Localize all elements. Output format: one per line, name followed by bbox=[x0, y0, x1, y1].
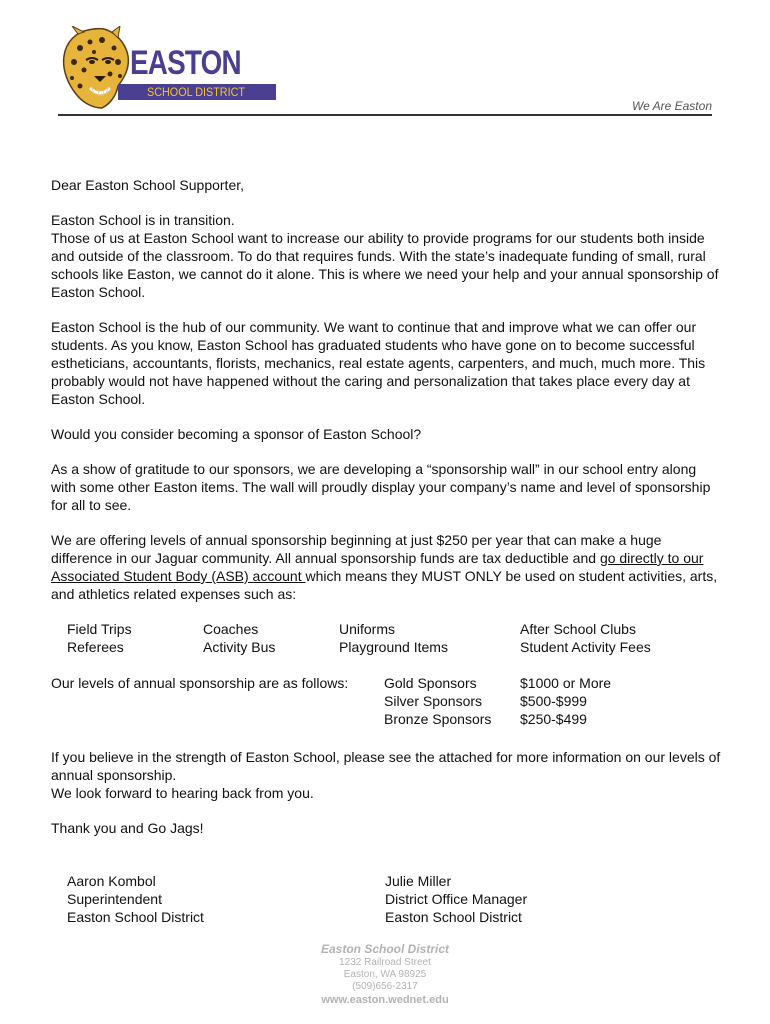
level-name: Gold Sponsors bbox=[384, 675, 477, 691]
paragraph-levels-offer bbox=[51, 531, 721, 603]
expense-item: After School Clubs bbox=[520, 621, 636, 637]
footer-district-name: Easton School District bbox=[320, 942, 450, 956]
look-forward-text: We look forward to hearing back from you. bbox=[51, 785, 314, 801]
expense-items bbox=[51, 620, 721, 656]
asb-account-text: go directly to our Associated Student Body (ASB) account bbox=[51, 550, 704, 584]
signer-title: Superintendent bbox=[67, 891, 162, 907]
signer-name: Aaron Kombol bbox=[67, 873, 156, 889]
expense-item: Uniforms bbox=[339, 621, 396, 637]
district-logo bbox=[58, 26, 246, 110]
footer-phone: (509)656-2317 bbox=[352, 981, 418, 992]
offer-text-start: We are offering levels of annual sponsorship beginning at just $250 per year that can make a huge difference in our Jaguar community. All annual sponsorship funds are tax deductible and bbox=[51, 532, 662, 566]
levels-intro: Our levels of annual sponsorship are as follows: bbox=[51, 675, 349, 691]
expense-item: Student Activity Fees bbox=[520, 639, 651, 655]
paragraph-sponsorship-wall: As a show of gratitude to our sponsors, we are developing a “sponsorship wall” in our school entry along with some other Easton items. The wall will proudly display your company’s name and level of sponsorship for all to see. bbox=[51, 461, 711, 513]
letter-body bbox=[51, 176, 721, 837]
letterhead-footer bbox=[0, 942, 770, 1007]
signer-title: District Office Manager bbox=[385, 891, 528, 907]
offer-text-end: which means they MUST ONLY be used on student activities, arts, and athletics related expenses such as: bbox=[51, 568, 718, 602]
sponsorship-levels bbox=[51, 674, 721, 728]
logo-wordmark: EASTON bbox=[130, 44, 241, 82]
tagline: We Are Easton bbox=[631, 99, 712, 113]
attached-text: If you believe in the strength of Easton School, please see the attached for more information on our levels of annual sponsorship. bbox=[51, 749, 721, 783]
paragraph-attached bbox=[51, 748, 721, 802]
footer-city: Easton, WA 98925 bbox=[343, 969, 427, 980]
paragraph-hub: Easton School is the hub of our community. We want to continue that and improve what we can offer our students. As you know, Easton School has graduated students who have gone on to become successful estheticians, accountants, florists, mechanics, real estate agents, carpenters, and much, much more. This probably would not have happened without the caring and personalization that takes place every day at Easton School. bbox=[51, 319, 706, 407]
signer-org: Easton School District bbox=[385, 909, 522, 925]
signer-name: Julie Miller bbox=[385, 873, 452, 889]
expense-item: Activity Bus bbox=[203, 639, 276, 655]
level-amount: $250-$499 bbox=[520, 711, 587, 727]
signature-office-manager bbox=[385, 872, 527, 926]
signer-org: Easton School District bbox=[67, 909, 204, 925]
paragraph-transition bbox=[51, 211, 721, 301]
level-amount: $1000 or More bbox=[520, 675, 612, 691]
level-amount: $500-$999 bbox=[520, 693, 587, 709]
paragraph-question: Would you consider becoming a sponsor of Easton School? bbox=[51, 426, 422, 442]
footer-website: www.easton.wednet.edu bbox=[321, 994, 449, 1006]
transition-body: Those of us at Easton School want to increase our ability to provide programs for our students both inside and outside of the classroom. To do that requires funds. With the state’s inadequate funding of small, rural schools like Easton, we cannot do it alone. This is where we need your help and your annual sponsorship of Easton School. bbox=[51, 230, 719, 300]
expense-item: Playground Items bbox=[339, 639, 448, 655]
header-rule bbox=[58, 114, 712, 116]
logo-subtitle: SCHOOL DISTRICT bbox=[146, 85, 246, 99]
signature-superintendent bbox=[67, 872, 204, 926]
level-name: Silver Sponsors bbox=[384, 693, 483, 709]
transition-line: Easton School is in transition. bbox=[51, 212, 235, 228]
expense-item: Referees bbox=[67, 639, 124, 655]
expense-item: Coaches bbox=[203, 621, 259, 637]
expense-item: Field Trips bbox=[67, 621, 132, 637]
footer-street: 1232 Railroad Street bbox=[339, 957, 431, 968]
closing: Thank you and Go Jags! bbox=[51, 820, 204, 836]
greeting: Dear Easton School Supporter, bbox=[51, 177, 245, 193]
level-name: Bronze Sponsors bbox=[384, 711, 492, 727]
